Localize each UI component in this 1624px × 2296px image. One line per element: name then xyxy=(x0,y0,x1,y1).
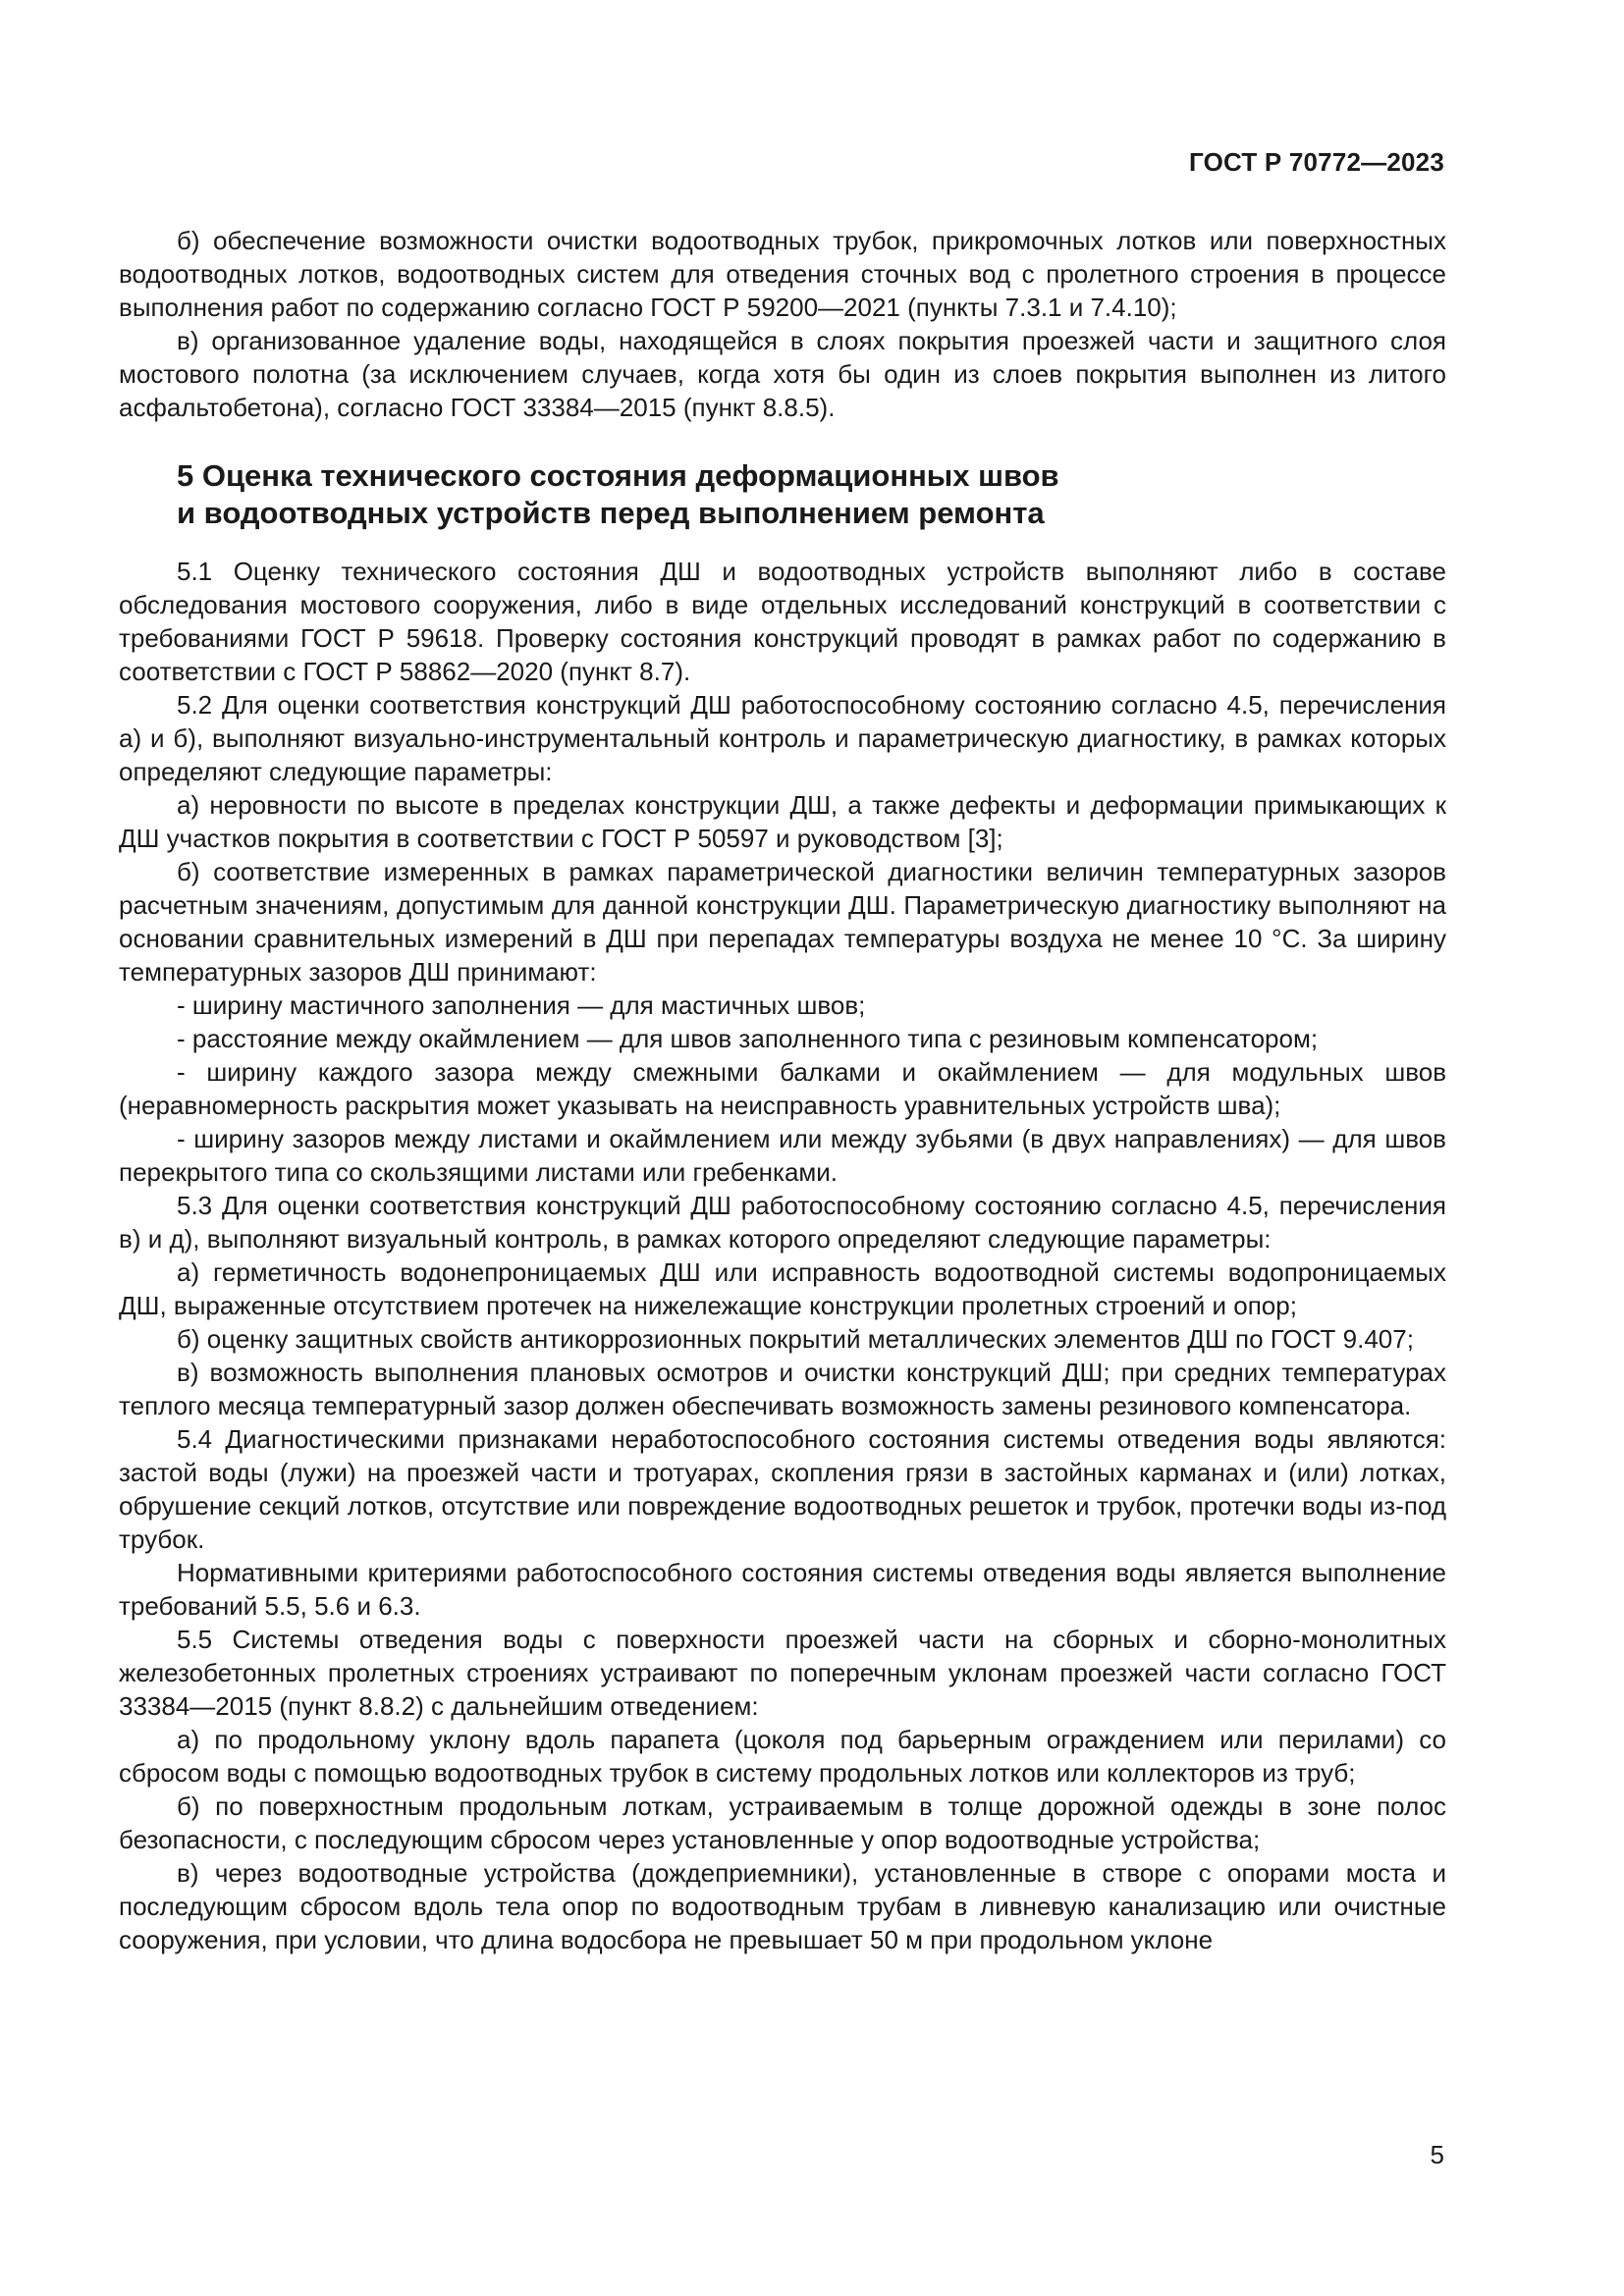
paragraph: б) по поверхностным продольным лоткам, устраиваемым в толще дорожной одежды в зоне полос безопасности, с последующим сбросом через установленные у опор водоотводные устройства; xyxy=(119,1791,1446,1854)
paragraph: в) возможность выполнения плановых осмотров и очистки конструкций ДШ; при средних температурах теплого месяца температурный зазор должен обеспечивать возможность замены резинового компенсатора. xyxy=(119,1358,1446,1420)
paragraph: Нормативными критериями работоспособного состояния системы отведения воды является выполнение требований 5.5, 5.6 и 6.3. xyxy=(119,1558,1446,1621)
paragraph: а) герметичность водонепроницаемых ДШ или исправность водоотводной системы водопроницаемых ДШ, выраженные отсутствием протечек на нижележащие конструкции пролетных строений и опор; xyxy=(119,1257,1446,1320)
page-number: 5 xyxy=(1430,2140,1444,2169)
paragraph: 5.5 Системы отведения воды с поверхности проезжей части на сборных и сборно-монолитных железобетонных пролетных строениях устраивают по поперечным уклонам проезжей части согласно ГОСТ 33384—2015 (пункт 8.8.2) с дальнейшим отведением: xyxy=(119,1625,1446,1721)
paragraph: а) неровности по высоте в пределах конструкции ДШ, а также дефекты и деформации примыкающих к ДШ участков покрытия в соответствии с ГОСТ Р 50597 и руководством [3]; xyxy=(119,790,1446,853)
section-heading xyxy=(119,457,1446,532)
paragraph: 5.3 Для оценки соответствия конструкций ДШ работоспособному состоянию согласно 4.5, перечисления в) и д), выполняют визуальный контроль, в рамках которого определяют следующие параметры: xyxy=(119,1191,1446,1254)
section-heading-line-1: 5 Оценка технического состояния деформационных швов xyxy=(177,458,1059,493)
list-item: - ширину каждого зазора между смежными балками и окаймлением — для модульных швов (неравномерность раскрытия может указывать на неисправность уравнительных устройств шва); xyxy=(119,1057,1446,1120)
paragraph: б) оценку защитных свойств антикоррозионных покрытий металлических элементов ДШ по ГОСТ 9.407; xyxy=(177,1324,1414,1354)
paragraph: 5.2 Для оценки соответствия конструкций ДШ работоспособному состоянию согласно 4.5, перечисления а) и б), выполняют визуально-инструментальный контроль и параметрическую диагностику, в рамках которых определяют следующие параметры: xyxy=(119,690,1446,786)
paragraph: в) через водоотводные устройства (дождеприемники), установленные в створе с опорами моста и последующим сбросом вдоль тела опор по водоотводным трубам в ливневую канализацию или очистные сооружения, при условии, что длина водосбора не превышает 50 м при продольном уклоне xyxy=(119,1858,1446,1954)
document-header-code: ГОСТ Р 70772—2023 xyxy=(1189,147,1444,177)
list-item: - ширину мастичного заполнения — для мастичных швов; xyxy=(177,990,866,1020)
paragraph: а) по продольному уклону вдоль парапета (цоколя под барьерным ограждением или перилами) со сбросом воды с помощью водоотводных трубок в систему продольных лотков или коллекторов из труб; xyxy=(119,1725,1446,1788)
document-body xyxy=(119,224,1446,1956)
paragraph: б) соответствие измеренных в рамках параметрической диагностики величин температурных зазоров расчетным значениям, допустимым для данной конструкции ДШ. Параметрическую диагностику выполняют на основании сравнительных измерений в ДШ при перепадах температуры воздуха не менее 10 °С. За ширину температурных зазоров ДШ принимают: xyxy=(119,857,1446,987)
list-item: - расстояние между окаймлением — для швов заполненного типа с резиновым компенсатором; xyxy=(177,1024,1319,1053)
list-item: - ширину зазоров между листами и окаймлением или между зубьями (в двух направлениях) — для швов перекрытого типа со скользящими листами или гребенками. xyxy=(119,1124,1446,1187)
paragraph: 5.4 Диагностическими признаками неработоспособного состояния системы отведения воды являются: застой воды (лужи) на проезжей части и тротуарах, скопления грязи в застойных карманах и (или) лотках, обрушение секций лотков, отсутствие или повреждение водоотводных решеток и трубок, протечки воды из-под трубок. xyxy=(119,1424,1446,1554)
section-heading-line-2: и водоотводных устройств перед выполнением ремонта xyxy=(177,496,1045,530)
paragraph: 5.1 Оценку технического состояния ДШ и водоотводных устройств выполняют либо в составе обследования мостового сооружения, либо в виде отдельных исследований конструкций в соответствии с требованиями ГОСТ Р 59618. Проверку состояния конструкций проводят в рамках работ по содержанию в соответствии с ГОСТ Р 58862—2020 (пункт 8.7). xyxy=(119,557,1446,686)
paragraph-intro-v: в) организованное удаление воды, находящейся в слоях покрытия проезжей части и защитного слоя мостового полотна (за исключением случаев, когда хотя бы один из слоев покрытия выполнен из литого асфальтобетона), согласно ГОСТ 33384—2015 (пункт 8.8.5). xyxy=(119,326,1446,422)
paragraph-intro-b: б) обеспечение возможности очистки водоотводных трубок, прикромочных лотков или поверхностных водоотводных лотков, водоотводных систем для отведения сточных вод с пролетного строения в процессе выполнения работ по содержанию согласно ГОСТ Р 59200—2021 (пункты 7.3.1 и 7.4.10); xyxy=(119,226,1446,322)
